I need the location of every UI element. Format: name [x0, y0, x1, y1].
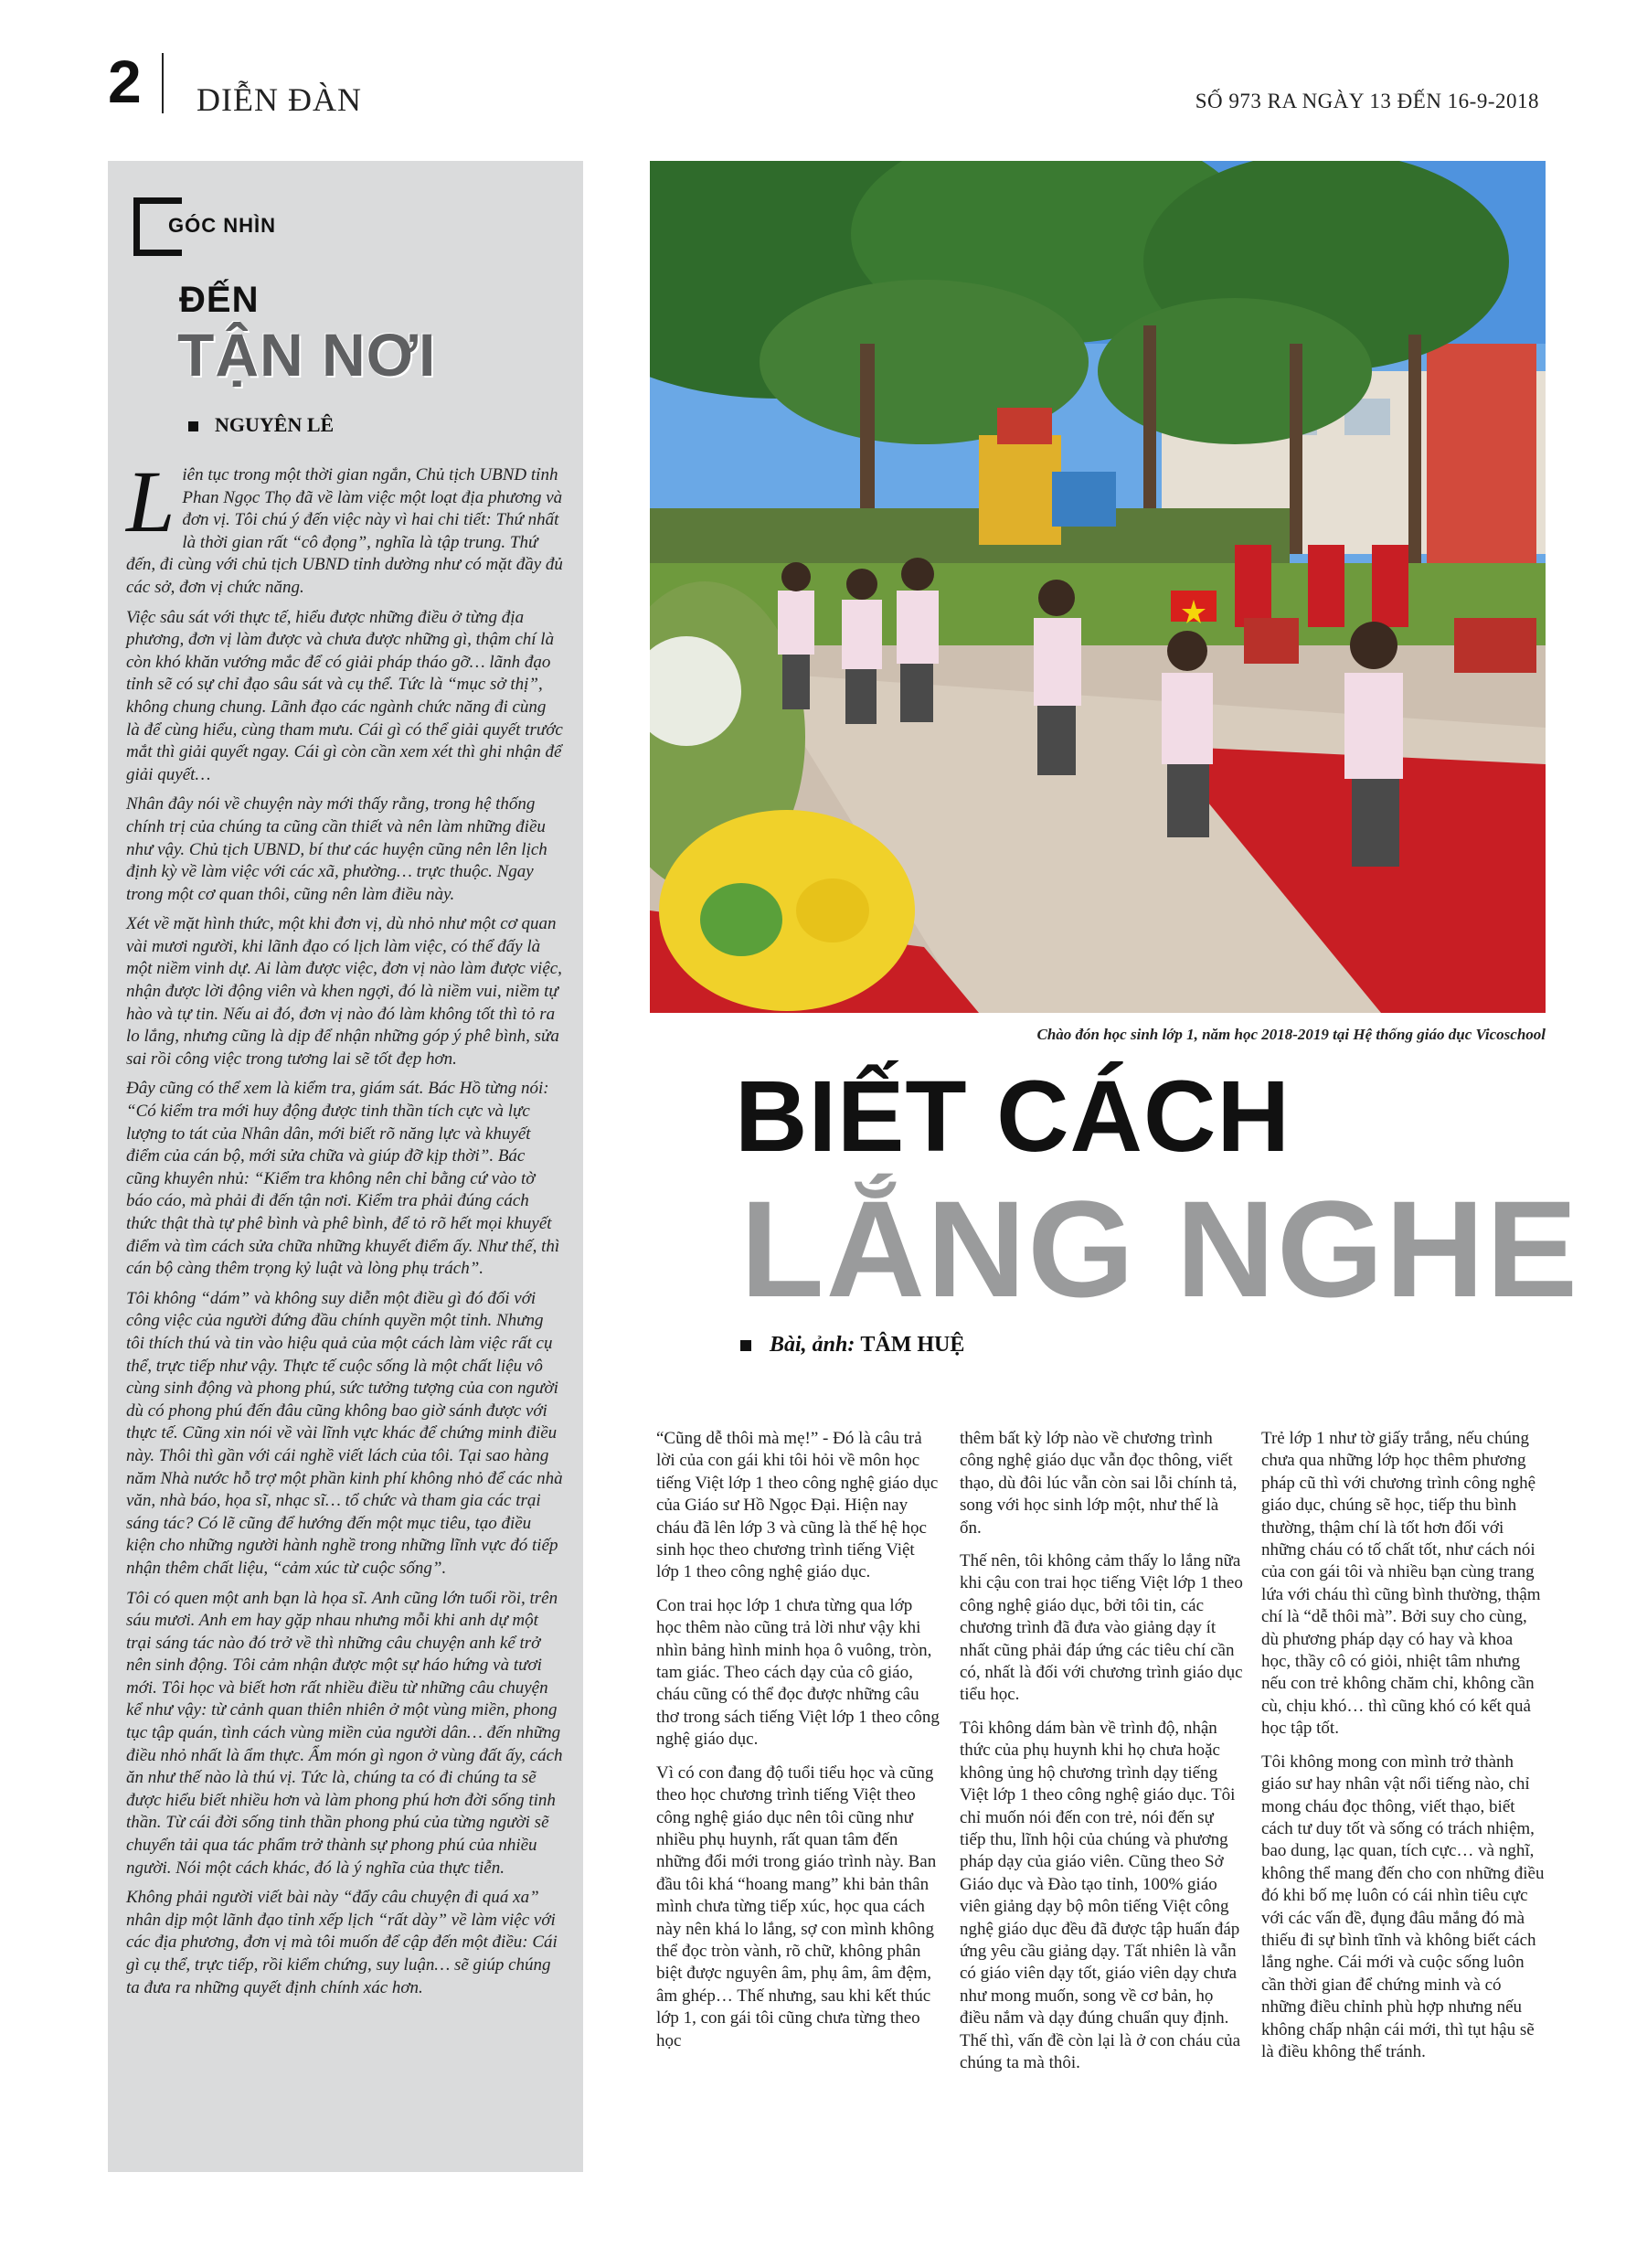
sidebar-kicker: GÓC NHÌN [168, 214, 276, 237]
byline-label: Bài, ảnh: [770, 1333, 855, 1357]
article-byline [740, 1333, 964, 1358]
article-title-line2: LẮNG NGHE [740, 1172, 1579, 1326]
article-paragraph: Vì có con đang độ tuổi tiểu học và cũng theo học chương trình tiếng Việt theo công nghệ giáo dục nên tôi cũng như nhiều phụ huynh, rất quan tâm đến những đổi mới trong giáo trình này. Ban đầu tôi khá “hoang mang” khi bản thân mình chưa từng tiếp xúc, học qua cách này nên khá lo lắng, sợ con mình không thể đọc tròn vành, rõ chữ, không phân biệt được nguyên âm, phụ âm, âm đệm, âm ghép… Thế nhưng, sau khi kết thúc lớp 1, con gái tôi cũng chưa từng theo học [656, 1762, 937, 2050]
sidebar-title-line1: ĐẾN [179, 280, 260, 320]
sidebar-paragraph: Không phải người viết bài này “đẩy câu chuyện đi quá xa” nhân dịp một lãnh đạo tỉnh xếp lịch “rất dày” về làm việc với các địa phương, đơn vị mà tôi muốn để cập đến một điều: Cái gì cụ thể, trực tiếp, rồi kiểm chứng, suy luận… sẽ giúp chúng ta đưa ra những quyết định chính xác hơn. [126, 1888, 558, 1997]
article-paragraph: “Cũng dễ thôi mà mẹ!” - Đó là câu trả lời của con gái khi tôi hỏi về môn học tiếng Việt lớp 1 theo công nghệ giáo dục của Giáo sư Hồ Ngọc Đại. Hiện nay cháu đã lên lớp 3 và cũng là thế hệ học sinh học theo chương trình tiếng Việt lớp 1 theo công nghệ giáo dục. [656, 1429, 939, 1582]
sidebar-paragraph: Việc sâu sát với thực tế, hiểu được những điều ở từng địa phương, đơn vị làm được và chưa được những gì, thậm chí là còn khó khăn vướng mắc để có giải pháp tháo gỡ… lãnh đạo tỉnh sẽ có sự chỉ đạo sâu sát và cụ thể. Tức là “mục sở thị”, không chung chung. Lãnh đạo các ngành chức năng đi cùng là để cùng hiểu, cùng tham mưu. Cái gì có thể giải quyết trước mắt thì giải quyết ngay. Cái gì còn cần xem xét thì ghi nhận để giải quyết… [126, 607, 563, 784]
school-welcome-photo [650, 161, 1546, 1013]
sidebar-paragraph: Xét về mặt hình thức, một khi đơn vị, dù nhỏ như một cơ quan vài mươi người, khi lãnh đạo có lịch làm việc, có thể đấy là một niềm vinh dự. Ai làm được việc, đơn vị nào làm được việc, nhận được lời động viên và khen ngợi, đó là niềm vui, niềm tự hào và tự tin. Nếu ai đó, đơn vị nào đó làm không tốt thì tỏ ra lo lắng, nhưng cũng là dịp để nhận những góp ý phê bình, sửa sai rồi công việc trong tương lai sẽ tốt đẹp hơn. [126, 914, 562, 1069]
sidebar-column [108, 161, 583, 2172]
sidebar-paragraph: Tôi không “dám” và không suy diễn một điều gì đó đối với công việc của người đứng đầu chính quyền một tỉnh. Nhưng tôi thích thú và tin vào hiệu quả của một cách làm việc rất cụ thể, trực tiếp như vậy. Thực tế cuộc sống là một chất liệu vô cùng sinh động và phong phú, sức tưởng tượng của con người dù có phong phú đến đâu cũng không bao giờ sánh được với thực tế. Cũng xin nói về vài lĩnh vực khác để chứng minh điều này. Thôi thì gần với cái nghề viết lách của tôi. Tại sao hàng năm Nhà nước hỗ trợ một phần kinh phí không nhỏ để các nhà văn, nhà báo, họa sĩ, nhạc sĩ… tổ chức và tham gia các trại sáng tác? Có lẽ cũng để hướng đến một mục tiêu, tạo điều kiện cho những người hành nghề trong những lĩnh vực đó tiếp nhận thêm chất liệu, “cảm xúc từ cuộc sống”. [126, 1288, 563, 1578]
sidebar-author-name: NGUYÊN LÊ [215, 413, 335, 436]
sidebar-author [188, 413, 334, 437]
article-paragraph: thêm bất kỳ lớp nào về chương trình công nghệ giáo dục vẫn đọc thông, viết thạo, dù đôi lúc vẫn còn sai lỗi chính tả, song với học sinh lớp một, như thế là ổn. [960, 1429, 1238, 1538]
drop-cap: L [126, 453, 175, 550]
article-column-2 [960, 1428, 1243, 2085]
page-number: 2 [108, 48, 142, 115]
sidebar-paragraph: Nhân đây nói về chuyện này mới thấy rằng, trong hệ thống chính trị của chúng ta cũng cần thiết và nên làm những điều như vậy. Chủ tịch UBND, bí thư các huyện cũng nên lên lịch định kỳ về làm việc với các xã, phường… trực thuộc. Ngay trong một cơ quan thôi, cũng nên làm điều này. [126, 794, 547, 904]
header-divider [162, 53, 164, 113]
square-bullet-icon [740, 1340, 751, 1351]
article-paragraph: Tôi không dám bàn về trình độ, nhận thức của phụ huynh khi họ chưa hoặc không ủng hộ chương trình dạy tiếng Việt lớp 1 theo công nghệ giáo dục. Tôi chỉ muốn nói đến con trẻ, nói đến sự tiếp thu, lĩnh hội của chúng và phương pháp dạy của giáo viên. Cũng theo Sở Giáo dục và Đào tạo tỉnh, 100% giáo viên giảng dạy bộ môn tiếng Việt công nghệ giáo dục đều đã được tập huấn đáp ứng yêu cầu giảng dạy. Tất nhiên là vẫn có giáo viên dạy tốt, giáo viên dạy chưa như mong muốn, song về cơ bản, họ điều nắm và dạy đúng chuẩn quy định. Thế thì, vấn đề còn lại là ở con cháu của chúng ta mà thôi. [960, 1718, 1241, 2072]
article-title-line1: BIẾT CÁCH [735, 1060, 1291, 1173]
sidebar-paragraph: Tôi có quen một anh bạn là họa sĩ. Anh cũng lớn tuổi rồi, trên sáu mươi. Anh em hay gặp nhau nhưng mỗi khi anh dự một trại sáng tác nào đó trở về thì những câu chuyện anh kể trở nên sinh động. Tôi cảm nhận được một sự háo hứng và tươi mới. Tôi học và biết hơn rất nhiều điều từ những câu chuyện kể như vậy: từ cảnh quan thiên nhiên ở một vùng miền, phong tục tập quán, tình cách vùng miền của người dân… đến những điều nhỏ nhất là ẩm thực. Ẩm món gì ngon ở vùng đất ấy, cách ăn như thế nào là thú vị. Tức là, chúng ta có đi chúng ta sẽ được hiểu biết nhiều hơn và làm phong phú hơn đời sống tinh thần. Từ cái đời sống tinh thần phong phú của từng người sẽ chuyển tải qua tác phẩm trở thành sự phong phú của nhiều người. Nói một cách khác, đó là ý nghĩa của thực tiễn. [126, 1588, 563, 1878]
sidebar-paragraph: Đây cũng có thể xem là kiểm tra, giám sát. Bác Hồ từng nói: “Có kiểm tra mới huy động được tinh thần tích cực và lực lượng to tát của Nhân dân, mới biết rõ năng lực và khuyết điểm của cán bộ, mới sửa chữa và giúp đỡ kịp thời”. Bác cũng khuyên nhủ: “Kiểm tra không nên chỉ bằng cứ vào tờ báo cáo, mà phải đi đến tận nơi. Kiểm tra phải đúng cách thức thật thà tự phê bình và phê bình, để tỏ rõ hết mọi khuyết điểm và tìm cách sửa chữa những khuyết điểm ấy. Như thế, thì cán bộ càng thêm trọng kỷ luật và lòng phụ trách”. [126, 1079, 560, 1279]
photo-caption: Chào đón học sinh lớp 1, năm học 2018-2019 tại Hệ thống giáo dục Vicoschool [1036, 1026, 1546, 1043]
article-photo [650, 161, 1546, 1013]
article-column-1 [656, 1428, 940, 2063]
sidebar-title-line2: TẬN NƠI [177, 321, 437, 389]
square-bullet-icon [188, 421, 198, 431]
issue-info: SỐ 973 RA NGÀY 13 ĐẾN 16-9-2018 [1195, 90, 1539, 112]
article-paragraph: Thế nên, tôi không cảm thấy lo lắng nữa khi cậu con trai học tiếng Việt lớp 1 theo công nghệ giáo dục, bởi tôi tin, các chương trình đã đưa vào giảng dạy ít nhất cũng phải đáp ứng các tiêu chí cần có, nhất là đối với chương trình giáo dục tiểu học. [960, 1551, 1243, 1705]
sidebar-paragraph [126, 453, 563, 600]
sidebar-body [126, 453, 563, 2007]
sidebar-first-paragraph: iên tục trong một thời gian ngắn, Chủ tịch UBND tỉnh Phan Ngọc Thọ đã về làm việc một loạt địa phương và đơn vị. Tôi chú ý đến việc này vì hai chi tiết: Thứ nhất là thời gian rất “cô đọng”, nghĩa là tập trung. Thứ đến, đi cùng với chủ tịch UBND tỉnh dường như có mặt đầy đủ các sở, đơn vị chức năng. [126, 465, 563, 597]
byline-name: TÂM HUỆ [860, 1333, 965, 1357]
article-paragraph: Tôi không mong con mình trở thành giáo sư hay nhân vật nổi tiếng nào, chỉ mong cháu đọc thông, viết thạo, biết cách tư duy tốt và sống có trách nhiệm, bao dung, lạc quan, tích cực… và nghĩ, không thể mang đến cho con những điều đó khi bố mẹ luôn có cái nhìn tiêu cực với các vấn đề, đụng đâu mắng đó mà thiếu đi sự bình tĩnh và không biết cách lắng nghe. Cái mới và cuộc sống luôn cần thời gian để chứng minh và có những điều chỉnh phù hợp nhưng nếu không chấp nhận cái mới, thì tụt hậu sẽ là điều không thể tránh. [1261, 1752, 1545, 2061]
article-paragraph: Con trai học lớp 1 chưa từng qua lớp học thêm nào cũng trả lời như vậy khi nhìn bảng hình minh họa ô vuông, tròn, tam giác. Theo cách dạy của cô giáo, cháu cũng có thể đọc được những câu thơ trong sách tiếng Việt lớp 1 theo công nghệ giáo dục. [656, 1595, 940, 1750]
section-title: DIỄN ĐÀN [197, 81, 362, 118]
article-column-3 [1261, 1428, 1545, 2074]
article-paragraph: Trẻ lớp 1 như tờ giấy trắng, nếu chúng chưa qua những lớp học thêm phương pháp cũ thì với chương trình công nghệ giáo dục, chúng sẽ học, tiếp thu bình thường, thậm chí là tốt hơn đối với những cháu có tố chất tốt, như cách nói của con gái tôi và nhiều bạn cùng trang lứa với cháu thì cũng bình thường, thậm chí là “dễ thôi mà”. Bởi suy cho cùng, dù phương pháp dạy có hay và khoa học, thầy cô có giỏi, nhiệt tâm nhưng nếu con trẻ không chăm chỉ, không cần cù, chịu khó… thì cũng khó có kết quả học tập tốt. [1261, 1429, 1541, 1739]
